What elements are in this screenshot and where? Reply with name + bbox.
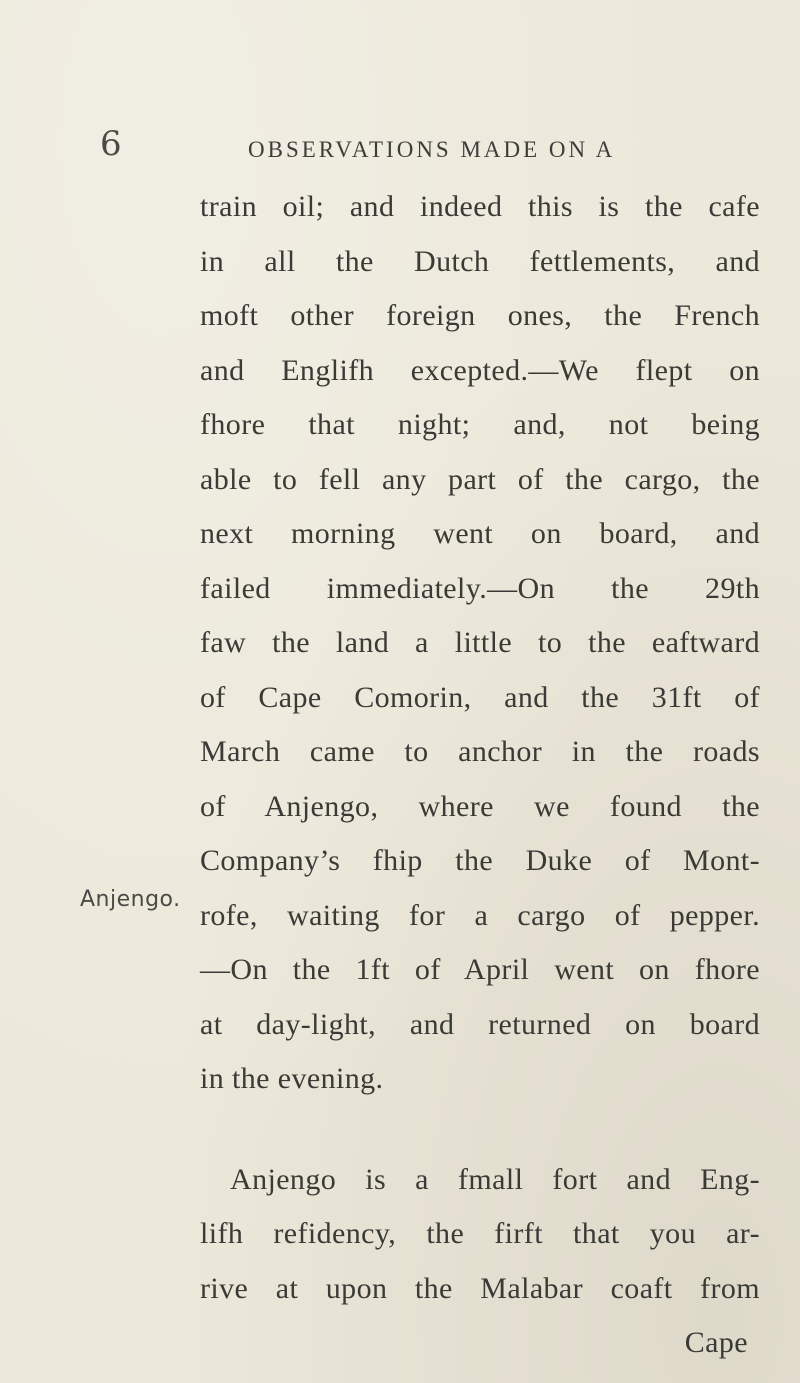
text-line: train oil; and indeed this is the cafe bbox=[200, 190, 760, 223]
text-line: rofe, waiting for a cargo of pepper. bbox=[200, 898, 760, 932]
text-line: moft other foreign ones, the French bbox=[200, 299, 760, 332]
text-line: lifh refidency, the firft that you ar- bbox=[200, 1217, 760, 1250]
catchword: Cape bbox=[684, 1326, 748, 1359]
paragraph bbox=[200, 1153, 760, 1371]
running-head: OBSERVATIONS MADE ON A bbox=[248, 137, 616, 162]
text-line: next morning went on board, and bbox=[200, 517, 760, 550]
margin-note: Anjengo. bbox=[80, 887, 181, 912]
paragraph bbox=[200, 180, 760, 1107]
text-line: and Englifh excepted.—We flept on bbox=[200, 353, 760, 387]
text-line: failed immediately.—On the 29th bbox=[200, 571, 760, 605]
text-line: March came to anchor in the roads bbox=[200, 735, 760, 768]
text-line: Company’s fhip the Duke of Mont- bbox=[200, 844, 760, 877]
text-line: at day-light, and returned on board bbox=[200, 1007, 760, 1041]
text-line: rive at upon the Malabar coaft from bbox=[200, 1271, 760, 1305]
text-line: faw the land a little to the eaftward bbox=[200, 626, 760, 659]
paragraph-gap bbox=[200, 1107, 760, 1153]
text-line: Anjengo is a fmall fort and Eng- bbox=[230, 1162, 760, 1196]
body-text bbox=[200, 180, 760, 1371]
text-line: in the evening. bbox=[200, 1062, 384, 1095]
text-line: —On the 1ft of April went on fhore bbox=[200, 953, 760, 986]
text-line: able to fell any part of the cargo, the bbox=[200, 462, 760, 496]
text-line: of Cape Comorin, and the 31ft of bbox=[200, 680, 760, 714]
page-number: 6 bbox=[100, 124, 122, 164]
text-line: of Anjengo, where we found the bbox=[200, 789, 760, 823]
text-line: in all the Dutch fettlements, and bbox=[200, 244, 760, 278]
text-line: fhore that night; and, not being bbox=[200, 408, 760, 441]
